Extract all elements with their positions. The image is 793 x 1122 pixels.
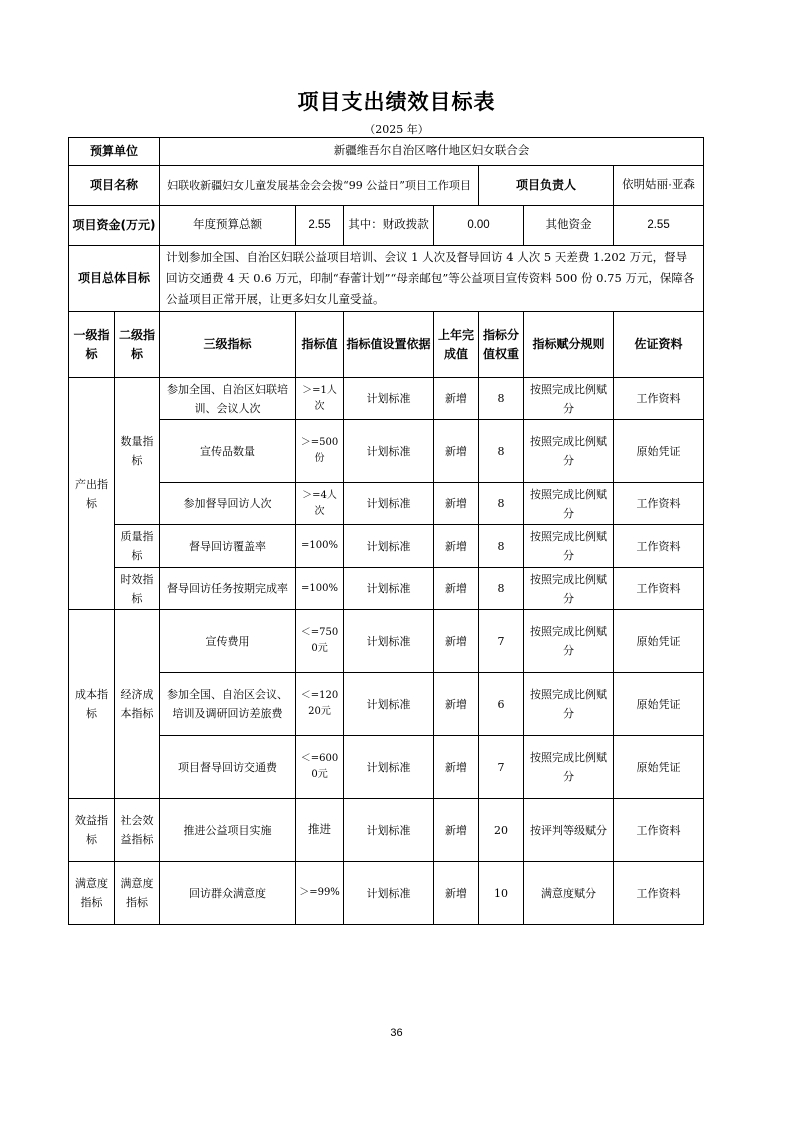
group-social-benefit: 社会效益指标 [115, 799, 160, 862]
row-weight: 8 [479, 420, 524, 483]
project-leader-label: 项目负责人 [479, 166, 614, 206]
row-indicator: 参加督导回访人次 [160, 483, 296, 525]
row-value: =100% [296, 568, 344, 610]
project-name-label: 项目名称 [69, 166, 160, 206]
row-value: ＞=99% [296, 862, 344, 925]
row-evidence: 原始凭证 [614, 420, 704, 483]
row-indicator: 参加全国、自治区会议、培训及调研回访差旅费 [160, 673, 296, 736]
row-weight: 10 [479, 862, 524, 925]
row-indicator: 项目督导回访交通费 [160, 736, 296, 799]
row-last-year: 新增 [434, 862, 479, 925]
row-rule: 按照完成比例赋分 [524, 378, 614, 420]
table-row [69, 525, 704, 568]
row-value: ＜=7500元 [296, 610, 344, 673]
col-level2: 二级指标 [115, 312, 160, 378]
row-last-year: 新增 [434, 610, 479, 673]
row-evidence: 工作资料 [614, 799, 704, 862]
group-satisfaction-level2: 满意度指标 [115, 862, 160, 925]
row-weight: 8 [479, 483, 524, 525]
row-weight: 8 [479, 568, 524, 610]
table-row [69, 610, 704, 673]
row-indicator: 参加全国、自治区妇联培训、会议人次 [160, 378, 296, 420]
row-weight: 7 [479, 610, 524, 673]
row-evidence: 工作资料 [614, 483, 704, 525]
row-value: ＞=1人次 [296, 378, 344, 420]
row-evidence: 工作资料 [614, 862, 704, 925]
row-rule: 按照完成比例赋分 [524, 736, 614, 799]
row-evidence: 原始凭证 [614, 610, 704, 673]
row-rule: 按照完成比例赋分 [524, 673, 614, 736]
row-last-year: 新增 [434, 799, 479, 862]
row-last-year: 新增 [434, 420, 479, 483]
row-last-year: 新增 [434, 568, 479, 610]
row-basis: 计划标准 [344, 673, 434, 736]
budget-unit-label: 预算单位 [69, 138, 160, 166]
row-rule: 按照完成比例赋分 [524, 420, 614, 483]
table-row [69, 420, 704, 483]
col-level1: 一级指标 [69, 312, 115, 378]
col-last-year: 上年完成值 [434, 312, 479, 378]
row-value: ＜=12020元 [296, 673, 344, 736]
row-basis: 计划标准 [344, 568, 434, 610]
row-evidence: 原始凭证 [614, 736, 704, 799]
row-evidence: 工作资料 [614, 525, 704, 568]
row-basis: 计划标准 [344, 736, 434, 799]
group-output: 产出指标 [69, 378, 115, 610]
fiscal-funds-value: 0.00 [434, 206, 524, 246]
other-funds-label: 其他资金 [524, 206, 614, 246]
table-row [69, 483, 704, 525]
row-evidence: 工作资料 [614, 378, 704, 420]
row-indicator: 督导回访覆盖率 [160, 525, 296, 568]
col-evidence: 佐证资料 [614, 312, 704, 378]
row-rule: 按照完成比例赋分 [524, 610, 614, 673]
row-value: ＜=6000元 [296, 736, 344, 799]
group-cost: 成本指标 [69, 610, 115, 799]
col-weight: 指标分值权重 [479, 312, 524, 378]
page-number: 36 [390, 1027, 403, 1039]
fiscal-funds-label: 其中：财政拨款 [344, 206, 434, 246]
group-satisfaction: 满意度指标 [69, 862, 115, 925]
row-basis: 计划标准 [344, 483, 434, 525]
row-evidence: 工作资料 [614, 568, 704, 610]
group-economic-cost: 经济成本指标 [115, 610, 160, 799]
overall-goal-text: 计划参加全国、自治区妇联公益项目培训、会议 1 人次及督导回访 4 人次 5 天差费 1.202 万元，督导回访交通费 4 天 0.6 万元，印制“春蕾计划”“母亲邮包”等公益项目宣传资料 500 份 0.75 万元，保障各公益项目正常开展，让更多妇女儿童受益。 [160, 246, 704, 312]
budget-unit-value: 新疆维吾尔自治区喀什地区妇女联合会 [160, 138, 704, 166]
row-rule: 按评判等级赋分 [524, 799, 614, 862]
row-last-year: 新增 [434, 483, 479, 525]
row-weight: 20 [479, 799, 524, 862]
other-funds-value: 2.55 [614, 206, 704, 246]
row-basis: 计划标准 [344, 378, 434, 420]
row-last-year: 新增 [434, 673, 479, 736]
group-timeliness: 时效指标 [115, 568, 160, 610]
row-weight: 6 [479, 673, 524, 736]
annual-budget-value: 2.55 [296, 206, 344, 246]
row-value: =100% [296, 525, 344, 568]
annual-budget-label: 年度预算总额 [160, 206, 296, 246]
table-row [69, 673, 704, 736]
col-value: 指标值 [296, 312, 344, 378]
row-indicator: 推进公益项目实施 [160, 799, 296, 862]
row-value: ＞=500份 [296, 420, 344, 483]
col-basis: 指标值设置依据 [344, 312, 434, 378]
table-row [69, 862, 704, 925]
row-indicator: 督导回访任务按期完成率 [160, 568, 296, 610]
row-indicator: 回访群众满意度 [160, 862, 296, 925]
row-rule: 按照完成比例赋分 [524, 525, 614, 568]
row-last-year: 新增 [434, 378, 479, 420]
performance-target-table [68, 137, 704, 925]
table-row [69, 568, 704, 610]
row-rule: 按照完成比例赋分 [524, 483, 614, 525]
row-indicator: 宣传品数量 [160, 420, 296, 483]
row-last-year: 新增 [434, 525, 479, 568]
project-leader-value: 依明姑丽·亚森 [614, 166, 704, 206]
row-last-year: 新增 [434, 736, 479, 799]
row-value: ＞=4人次 [296, 483, 344, 525]
group-quantity: 数量指标 [115, 378, 160, 525]
group-benefit: 效益指标 [69, 799, 115, 862]
document-title: 项目支出绩效目标表 [297, 89, 496, 114]
col-rule: 指标赋分规则 [524, 312, 614, 378]
row-basis: 计划标准 [344, 525, 434, 568]
row-rule: 按照完成比例赋分 [524, 568, 614, 610]
row-value: 推进 [296, 799, 344, 862]
row-basis: 计划标准 [344, 610, 434, 673]
row-weight: 8 [479, 525, 524, 568]
project-name-value: 妇联收新疆妇女儿童发展基金会会拨“99 公益日”项目工作项目 [160, 166, 479, 206]
row-basis: 计划标准 [344, 799, 434, 862]
row-basis: 计划标准 [344, 420, 434, 483]
document-year: （2025 年） [364, 123, 429, 136]
row-indicator: 宣传费用 [160, 610, 296, 673]
table-row [69, 736, 704, 799]
project-funds-label: 项目资金(万元) [69, 206, 160, 246]
row-weight: 8 [479, 378, 524, 420]
overall-goal-label: 项目总体目标 [69, 246, 160, 312]
row-rule: 满意度赋分 [524, 862, 614, 925]
table-row [69, 799, 704, 862]
group-quality: 质量指标 [115, 525, 160, 568]
row-weight: 7 [479, 736, 524, 799]
row-basis: 计划标准 [344, 862, 434, 925]
row-evidence: 原始凭证 [614, 673, 704, 736]
col-level3: 三级指标 [160, 312, 296, 378]
table-row [69, 378, 704, 420]
